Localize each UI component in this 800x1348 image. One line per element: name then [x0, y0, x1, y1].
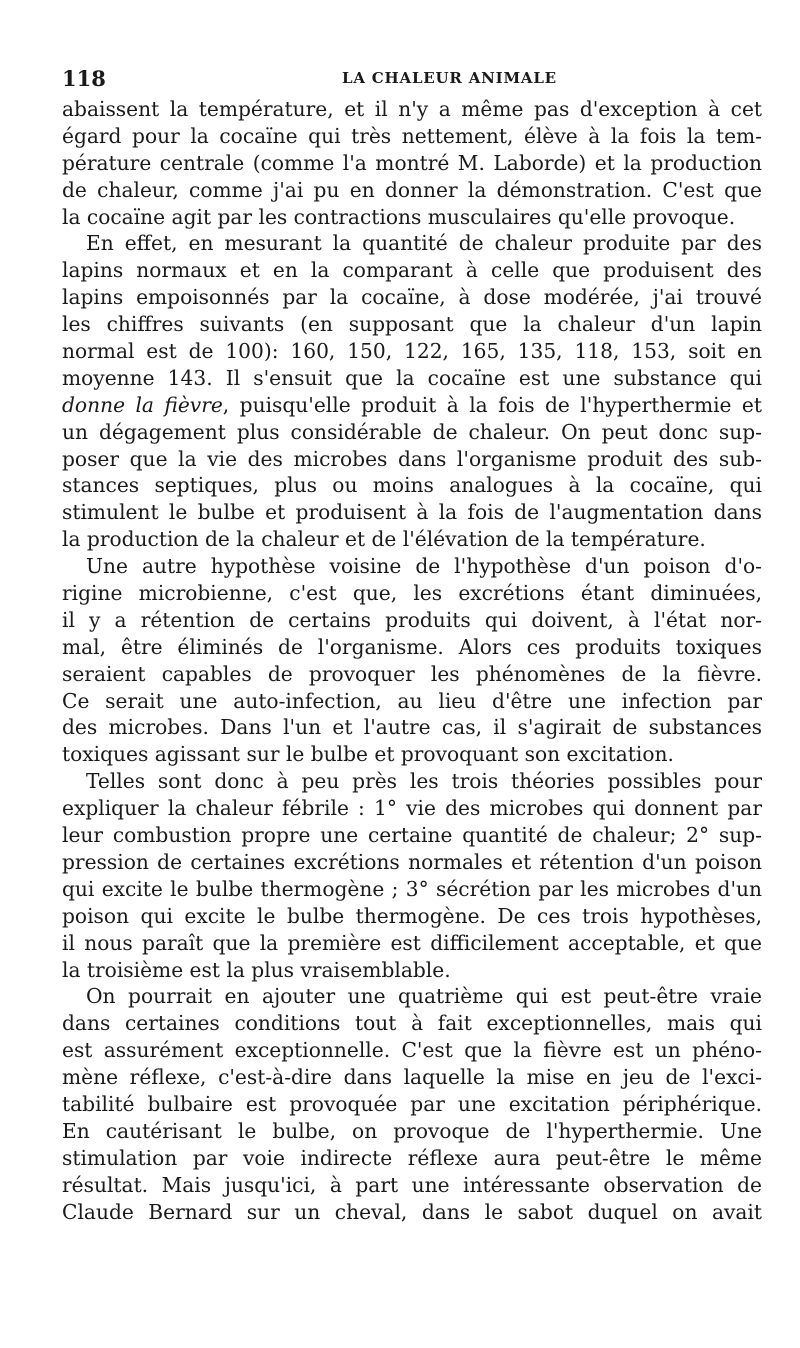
text-line: les chiffres suivants (en supposant que la chaleur d'un lapin [62, 312, 762, 337]
text-line: En cautérisant le bulbe, on provoque de l'hyperthermie. Une [62, 1118, 762, 1143]
text-line: Telles sont donc à peu près les trois théories possibles pour [86, 769, 762, 794]
body-text [62, 96, 762, 1225]
text-line: un dégagement plus considérable de chaleur. On peut donc sup- [62, 419, 762, 444]
text-line: poser que la vie des microbes dans l'organisme produit des sub- [62, 446, 762, 471]
text-line: toxiques agissant sur le bulbe et provoquant son excitation. [62, 742, 674, 767]
text-line: la cocaïne agit par les contractions musculaires qu'elle provoque. [62, 204, 736, 229]
text-line: leur combustion propre une certaine quantité de chaleur; 2° sup- [62, 823, 762, 848]
text-line: il y a rétention de certains produits qui doivent, à l'état nor- [62, 607, 762, 632]
text-line: stances septiques, plus ou moins analogues à la cocaïne, qui [62, 473, 762, 498]
running-title: LA CHALEUR ANIMALE [342, 69, 557, 87]
text-line: la production de la chaleur et de l'élévation de la température. [62, 527, 706, 552]
text-line: poison qui excite le bulbe thermogène. De ces trois hypothèses, [62, 903, 762, 928]
text-line: expliquer la chaleur fébrile : 1° vie des microbes qui donnent par [62, 796, 762, 821]
text-line: En effet, en mesurant la quantité de chaleur produite par des [86, 231, 762, 256]
text-line: seraient capables de provoquer les phénomènes de la fièvre. [62, 661, 762, 686]
text-line: rigine microbienne, c'est que, les excrétions étant diminuées, [62, 581, 762, 606]
text-line: Ce serait une auto-infection, au lieu d'être une infection par [62, 688, 762, 713]
text-line: mal, être éliminés de l'organisme. Alors ces produits toxiques [62, 634, 762, 659]
text-line: la troisième est la plus vraisemblable. [62, 957, 451, 982]
text-line: égard pour la cocaïne qui très nettement, élève à la fois la tem- [62, 123, 762, 148]
text-line: lapins empoisonnés par la cocaïne, à dose modérée, j'ai trouvé [62, 285, 762, 310]
page-number: 118 [62, 66, 106, 91]
italic-phrase: donne la fièvre [62, 392, 223, 417]
text-line: moyenne 143. Il s'ensuit que la cocaïne est une substance qui [62, 365, 762, 390]
text-line: pression de certaines excrétions normales et rétention d'un poison [62, 849, 762, 874]
text-line: de chaleur, comme j'ai pu en donner la démonstration. C'est que [62, 177, 762, 202]
text-line: qui excite le bulbe thermogène ; 3° sécrétion par les microbes d'un [62, 876, 762, 901]
text-line: abaissent la température, et il n'y a même pas d'exception à cet [62, 97, 762, 121]
text-line: dans certaines conditions tout à fait exceptionnelles, mais qui [62, 1011, 762, 1036]
text-line [62, 392, 762, 419]
text-line: normal est de 100): 160, 150, 122, 165, 135, 118, 153, soit en [62, 339, 762, 364]
text-line: des microbes. Dans l'un et l'autre cas, il s'agirait de substances [62, 715, 762, 740]
text-line: est assurément exceptionnelle. C'est que la fièvre est un phéno- [62, 1038, 762, 1063]
text-line: tabilité bulbaire est provoquée par une excitation périphérique. [62, 1091, 762, 1116]
text-line: résultat. Mais jusqu'ici, à part une intéressante observation de [62, 1172, 762, 1197]
text-line: stimulation par voie indirecte réflexe aura peut-être le même [62, 1145, 762, 1170]
text-line: lapins normaux et en la comparant à celle que produisent des [62, 258, 762, 283]
text-line: il nous paraît que la première est difficilement acceptable, et que [62, 930, 762, 955]
text-line: On pourrait en ajouter une quatrième qui est peut-être vraie [86, 984, 762, 1009]
text-line: mène réflexe, c'est-à-dire dans laquelle la mise en jeu de l'exci- [62, 1065, 762, 1090]
text-line: Claude Bernard sur un cheval, dans le sabot duquel on avait [62, 1199, 762, 1224]
text-line: stimulent le bulbe et produisent à la fois de l'augmentation dans [62, 500, 762, 525]
text-line: Une autre hypothèse voisine de l'hypothèse d'un poison d'o- [86, 554, 762, 579]
page-header [62, 66, 762, 92]
line-text: , puisqu'elle produit à la fois de l'hyperthermie et [222, 392, 762, 417]
text-line: pérature centrale (comme l'a montré M. Laborde) et la production [62, 150, 762, 175]
